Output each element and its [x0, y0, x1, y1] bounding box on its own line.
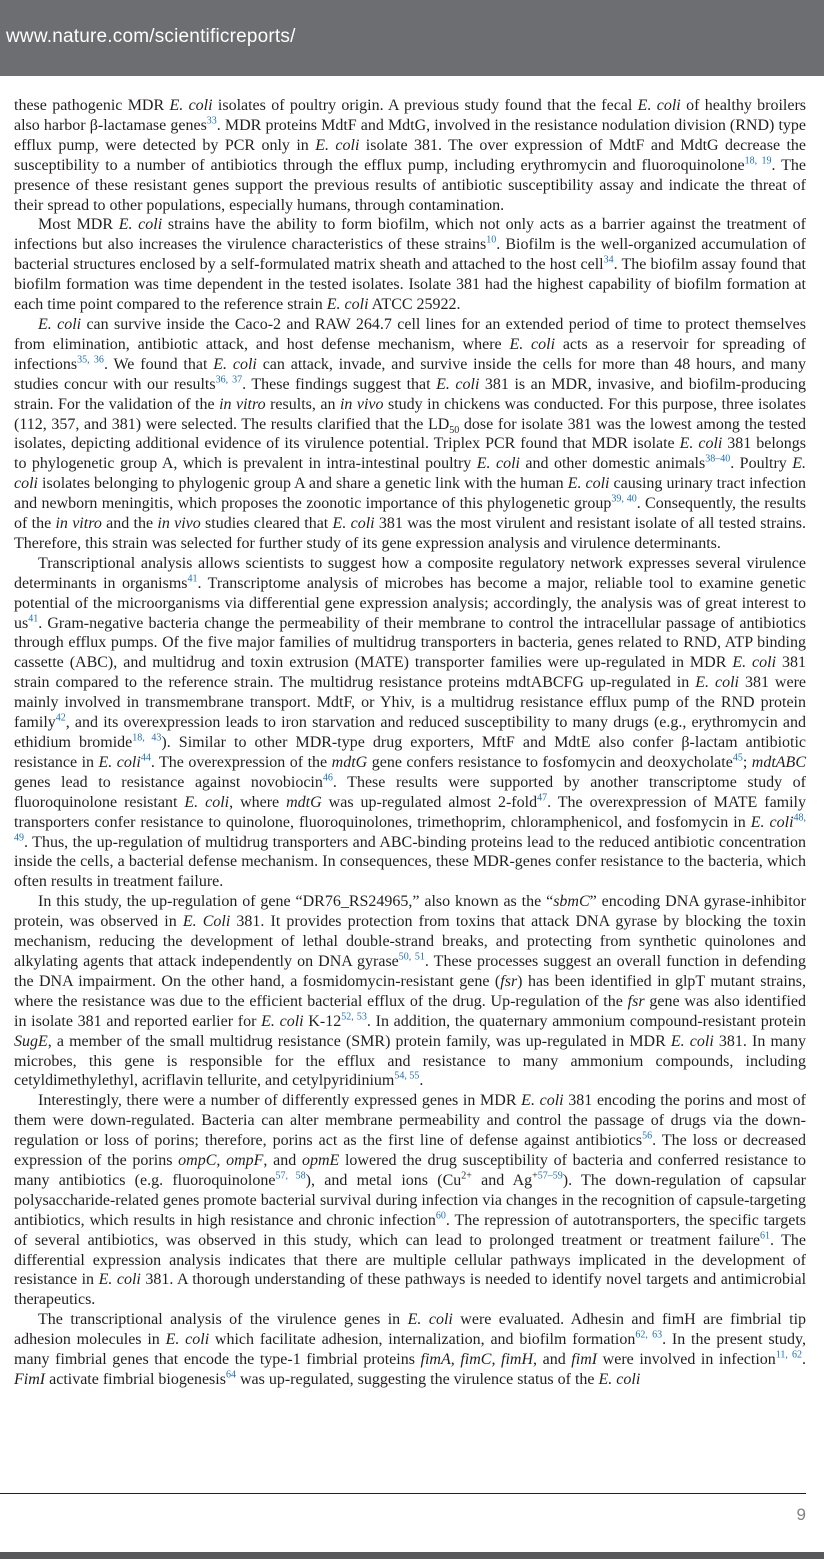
citation-link[interactable]: 56 — [642, 1130, 653, 1142]
citation-link[interactable]: 41 — [28, 613, 39, 625]
citation-link[interactable]: 18, 43 — [132, 732, 162, 744]
citation-link[interactable]: 50, 51 — [398, 951, 425, 963]
citation-link[interactable]: 57, 58 — [275, 1170, 306, 1182]
citation-link[interactable]: 62, 63 — [635, 1329, 663, 1341]
bottom-bar — [0, 1552, 824, 1559]
citation-link[interactable]: 52, 53 — [341, 1011, 367, 1023]
citation-link[interactable]: 48, 49 — [14, 812, 807, 844]
citation-link[interactable]: 61 — [759, 1230, 770, 1242]
citation-link[interactable]: 36, 37 — [215, 374, 243, 386]
citation-link[interactable]: 38–40 — [705, 453, 731, 465]
paragraph: E. coli can survive inside the Caco-2 and RAW 264.7 cell lines for an extended period of time to protect themselves from elimination, antibiotic attack, and host defense mechanism, where E. coli acts as a reservoir for spreading of infections$^{35, 36}$. We found that E. coli can attack, invade, and survive inside the cells for more than 48 hours, and many studies concur with our results$^{36, 37}$. These findings suggest that E. coli 381 is an MDR, invasive, and biofilm-producing strain. For the validation of the in vitro results, an in vivo study in chickens was conducted. For this purpose, three isolates (112, 357, and 381) were selected. The results clarified that the $LD_{50}$ dose for isolate 381 was the lowest among the tested isolates, depicting additional evidence of its virulence potential. Triplex PCR found that MDR isolate E. coli 381 belongs to phylogenetic group A, which is prevalent in intra-intestinal poultry E. coli and other domestic animals$^{38-40}$. Poultry E. coli isolates belonging to phylogenic group A and share a genetic link with the human E. coli causing urinary tract infection and newborn meningitis, which proposes the zoonotic importance of this phylogenetic group$^{39, 40}$. Consequently, the results of the in vitro and the in vivo studies cleared that E. coli 381 was the most virulent and resistant isolate of all tested strains. Therefore, this strain was selected for further study of its gene expression analysis and virulence determinants. — [14, 315, 807, 552]
paragraph: Most MDR E. coli strains have the ability to form biofilm, which not only acts as a barrier against the treatment of infections but also increases the virulence characteristics of these strains$^{10}$. Biofilm is the well-organized accumulation of bacterial structures enclosed by a self-formulated matrix sheath and attached to the host cell$^{34}$. The biofilm assay found that biofilm formation was time dependent in the tested isolates. Isolate 381 had the highest capability of biofilm formation at each time point compared to the reference strain E. coli ATCC 25922. — [14, 216, 807, 314]
paragraph: The transcriptional analysis of the virulence genes in E. coli were evaluated. Adhesin and fimH are fimbrial tip adhesion molecules in E. coli which facilitate adhesion, internalization, and biofilm formation$^{62, 63}$. In the present study, many fimbrial genes that encode the type-1 fimbrial proteins fimA, fimC, fimH, and fimI were involved in infection$^{11, 62}$. FimI activate fimbrial biogenesis$^{64}$ was up-regulated, suggesting the virulence status of the E. coli — [14, 1311, 807, 1388]
citation-link[interactable]: 46 — [322, 772, 333, 784]
citation-link[interactable]: 60 — [435, 1210, 446, 1222]
citation-link[interactable]: 35, 36 — [77, 354, 104, 366]
citation-link[interactable]: 42 — [55, 712, 66, 724]
citation-link[interactable]: 54, 55 — [394, 1071, 420, 1083]
citation-link[interactable]: 10 — [486, 235, 497, 247]
article-body — [14, 96, 806, 1390]
citation-link[interactable]: 18, 19 — [744, 155, 772, 167]
paragraph: Transcriptional analysis allows scientists to suggest how a composite regulatory network expresses several virulence determinants in organisms$^{41}$. Transcriptome analysis of microbes has become a major, reliable tool to examine genetic potential of the microorganisms via differential gene expression analysis; accordingly, the analysis was of great interest to us$^{41}$. Gram-negative bacteria change the permeability of their membrane to control the intracellular passage of antibiotics through efflux pumps. Of the five major families of multidrug transporters in bacteria, genes related to RND, ATP binding cassette (ABC), and multidrug and toxin extrusion (MATE) transporter families were up-regulated in MDR E. coli 381 strain compared to the reference strain. The multidrug resistance proteins mdtABCFG up-regulated in E. coli 381 were mainly involved in transmembrane transport. MdtF, or Yhiv, is a multidrug resistance efflux pump of the RND protein family$^{42}$, and its overexpression leads to iron starvation and reduced susceptibility to many drugs (e.g., erythromycin and ethidium bromide$^{18, 43}$). Similar to other MDR-type drug exporters, MftF and MdtE also confer β-lactam antibiotic resistance in E. coli$^{44}$. The overexpression of the mdtG gene confers resistance to fosfomycin and deoxycholate$^{45}$; mdtABC genes lead to resistance against novobiocin$^{46}$. These results were supported by another transcriptome study of fluoroquinolone resistant E. coli, where mdtG was up-regulated almost 2-fold$^{47}$. The overexpression of MATE family transporters confer resistance to quinolone, fluoroquinolones, trimethoprim, chloramphenicol, and fosfomycin in E. coli$^{48, 49}$. Thus, the up-regulation of multidrug transporters and ABC-binding proteins lead to the reduced antibiotic concentration inside the cells, a bacterial defense mechanism. In consequences, these MDR-genes confer resistance to the bacteria, which often results in treatment failure. — [14, 554, 807, 891]
citation-link[interactable]: 45 — [732, 752, 743, 764]
citation-link[interactable]: 33 — [206, 115, 217, 127]
footer-rule — [0, 1493, 806, 1494]
citation-link[interactable]: 41 — [187, 573, 198, 585]
page-number: 9 — [796, 1505, 806, 1524]
paragraph: In this study, the up-regulation of gene “DR76_RS24965,” also known as the “sbmC” encoding DNA gyrase-inhibitor protein, was observed in E. Coli 381. It provides protection from toxins that attack DNA gyrase by blocking the toxin mechanism, reducing the development of lethal double-strand breaks, and protecting from synthetic quinolones and alkylating agents that attack independently on DNA gyrase$^{50, 51}$. These processes suggest an overall function in defending the DNA impairment. On the other hand, a fosmidomycin-resistant gene (fsr) has been identified in glpT mutant strains, where the resistance was due to the efficient bacterial efflux of the drug. Up-regulation of the fsr gene was also identified in isolate 381 and reported earlier for E. coli K-12$^{52, 53}$. In addition, the quaternary ammonium compound-resistant protein SugE, a member of the small multidrug resistance (SMR) protein family, was up-regulated in MDR E. coli 381. In many microbes, this gene is responsible for the efflux and resistance to many ammonium compounds, including cetyldimethylethyl, acriflavin tellurite, and cetylpyridinium$^{54, 55}$. — [14, 893, 807, 1090]
citation-link[interactable]: 39, 40 — [611, 493, 637, 505]
citation-link[interactable]: 34 — [603, 254, 614, 266]
citation-link[interactable]: 11, 62 — [775, 1349, 802, 1361]
citation-link[interactable]: 44 — [140, 752, 151, 764]
citation-link[interactable]: 64 — [225, 1369, 236, 1381]
header-url[interactable]: www.nature.com/scientificreports/ — [6, 26, 296, 47]
citation-link[interactable]: 47 — [537, 792, 548, 804]
paragraph: these pathogenic MDR E. coli isolates of poultry origin. A previous study found that the fecal E. coli of healthy broilers also harbor β-lactamase genes$^{33}$. MDR proteins MdtF and MdtG, involved in the resistance nodulation division (RND) type efflux pump, were detected by PCR only in E. coli isolate 381. The over expression of MdtF and MdtG decrease the susceptibility to a number of antibiotics through the efflux pump, including erythromycin and fluoroquinolone$^{18, 19}$. The presence of these resistant genes support the previous results of antibiotic susceptibility assay and indicate the threat of their spread to other populations, especially humans, through contamination. — [14, 97, 807, 214]
paragraph: Interestingly, there were a number of differently expressed genes in MDR E. coli 381 encoding the porins and most of them were down-regulated. Bacteria can alter membrane permeability and control the passage of drugs via the down-regulation or loss of porins; therefore, porins act as the first line of defense against antibiotics$^{56}$. The loss or decreased expression of the porins ompC, ompF, and opmE lowered the drug susceptibility of bacteria and conferred resistance to many antibiotics (e.g. fluoroquinolone$^{57, 58}$), and metal ions ($Cu^{2+}$ and $Ag^{+57-59}$). The down-regulation of capsular polysaccharide-related genes promote bacterial survival during infection via changes in the recognition of capsule-targeting antibiotics, which results in high resistance and chronic infection$^{60}$. The repression of autotransporters, the specific targets of several antibiotics, was observed in this study, which can lead to prolonged treatment or treatment failure$^{61}$. The differential expression analysis indicates that there are multiple cellular pathways implicated in the development of resistance in E. coli 381. A thorough understanding of these pathways is needed to identify novel targets and antimicrobial therapeutics. — [14, 1092, 807, 1309]
header-bar — [0, 0, 824, 76]
